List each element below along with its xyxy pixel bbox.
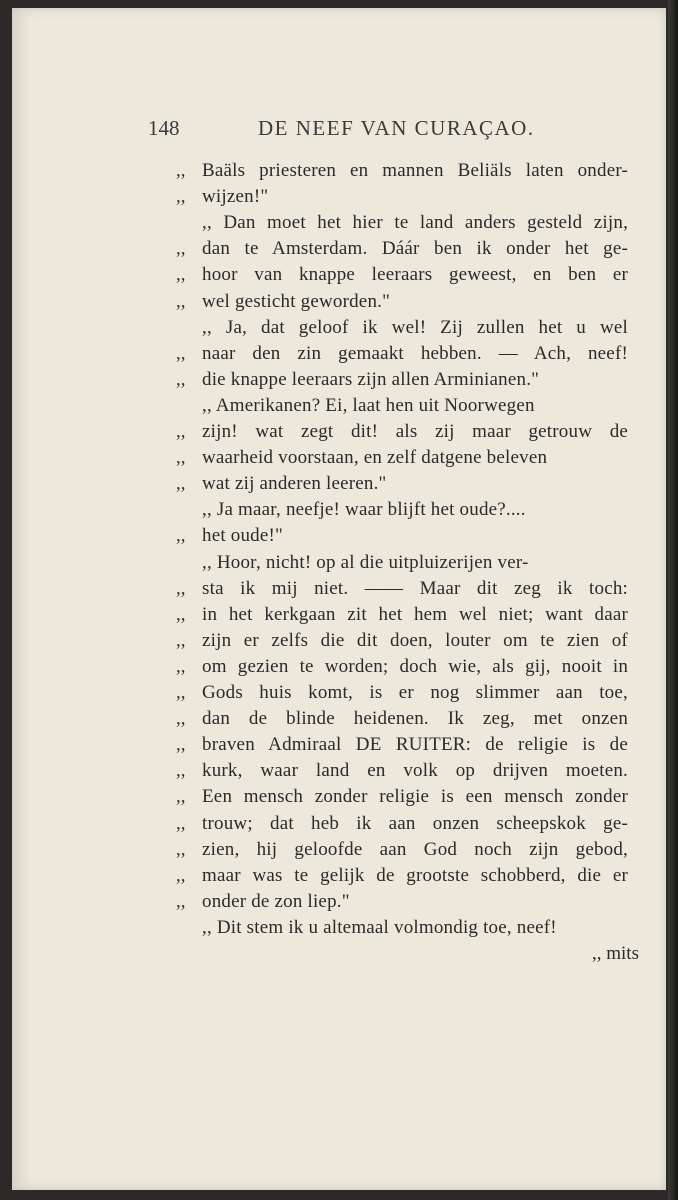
text-line	[176, 393, 535, 419]
line-text: wijzen!"	[202, 186, 269, 208]
line-text: braven Admiraal DE RUITER: de religie is de	[202, 734, 628, 756]
text-line	[176, 497, 526, 523]
text-line	[176, 811, 628, 837]
line-text: naar den zin gemaakt hebben. — Ach, neef!	[202, 342, 628, 364]
text-line	[176, 236, 628, 262]
text-line	[176, 889, 350, 915]
quote-mark: ,,	[176, 786, 186, 808]
text-line	[176, 315, 628, 341]
quote-mark: ,,	[176, 708, 186, 730]
line-text: dan te Amsterdam. Dáár ben ik onder het ge-	[202, 238, 629, 260]
line-text: ,, Hoor, nicht! op al die uitpluizerijen ver-	[202, 551, 529, 573]
text-line	[176, 341, 628, 367]
text-line	[176, 445, 547, 471]
line-text: maar was te gelijk de grootste schobberd, die er	[202, 864, 628, 886]
quote-mark: ,,	[176, 447, 186, 469]
quote-mark: ,,	[176, 760, 186, 782]
quote-mark: ,,	[176, 812, 186, 834]
quote-mark: ,,	[176, 473, 186, 495]
running-title: DE NEEF VAN CURAÇAO.	[258, 116, 535, 140]
text-line	[176, 289, 390, 315]
quote-mark: ,,	[176, 342, 186, 364]
line-text: hoor van knappe leeraars geweest, en ben er	[202, 264, 629, 286]
text-line	[176, 784, 628, 810]
line-text: Baäls priesteren en mannen Beliäls laten onder-	[202, 160, 628, 181]
line-text: sta ik mij niet. —— Maar dit zeg ik toch:	[202, 577, 629, 599]
text-line	[176, 210, 628, 236]
quote-mark: ,,	[176, 186, 186, 208]
text-line	[176, 758, 628, 784]
line-text: zijn! wat zegt dit! als zij maar getrouw de	[202, 421, 629, 442]
line-text: om gezien te worden; doch wie, als gij, nooit in	[202, 655, 629, 677]
line-text: kurk, waar land en volk op drijven moeten.	[202, 760, 629, 782]
quote-mark: ,,	[176, 655, 186, 677]
text-line	[176, 419, 628, 445]
text-line	[176, 602, 628, 628]
text-line	[176, 471, 387, 497]
page-edge	[668, 0, 678, 1200]
text-line	[176, 367, 539, 393]
quote-mark: ,,	[176, 682, 186, 703]
line-text: wat zij anderen leeren."	[202, 473, 387, 495]
line-text: trouw; dat heb ik aan onzen scheepskok ge-	[202, 812, 629, 834]
line-text: ,, Dit stem ik u altemaal volmondig toe, neef!	[202, 916, 557, 938]
line-text: ,, Dan moet het hier te land anders gesteld zijn,	[202, 212, 629, 234]
quote-mark: ,,	[176, 603, 186, 625]
quote-mark: ,,	[176, 838, 186, 860]
quote-mark: ,,	[176, 629, 186, 651]
text-line	[176, 576, 628, 602]
line-text: die knappe leeraars zijn allen Arminianen."	[202, 368, 540, 390]
line-text: wel gesticht geworden."	[202, 290, 391, 312]
catchword: ,, mits	[592, 943, 639, 964]
quote-mark: ,,	[176, 368, 186, 390]
text-line	[176, 550, 529, 576]
page-number: 148	[148, 116, 180, 140]
quote-mark: ,,	[176, 160, 186, 181]
line-text: in het kerkgaan zit het hem wel niet; want daar	[202, 603, 628, 625]
text-line	[176, 654, 628, 680]
line-text: onder de zon liep."	[202, 890, 350, 912]
quote-mark: ,,	[176, 421, 186, 442]
line-text: het oude!"	[202, 525, 283, 547]
text-line	[176, 837, 628, 863]
quote-mark: ,,	[176, 264, 186, 286]
quote-mark: ,,	[176, 734, 186, 756]
line-text: zien, hij geloofde aan God noch zijn gebod,	[202, 838, 629, 860]
line-text: ,, Ja, dat geloof ik wel! Zij zullen het u wel	[202, 316, 628, 338]
text-line	[176, 732, 628, 758]
text-line	[176, 915, 557, 941]
quote-mark: ,,	[176, 238, 186, 260]
quote-mark: ,,	[176, 290, 186, 312]
quote-mark: ,,	[176, 890, 186, 912]
line-text: waarheid voorstaan, en zelf datgene beleven	[202, 447, 548, 469]
line-text: dan de blinde heidenen. Ik zeg, met onzen	[202, 708, 629, 730]
running-head	[148, 114, 548, 144]
text-line	[176, 184, 268, 210]
text-line	[176, 628, 628, 654]
line-text: zijn er zelfs die dit doen, louter om te zien of	[202, 629, 628, 651]
quote-mark: ,,	[176, 577, 186, 599]
line-text: Gods huis komt, is er nog slimmer aan toe,	[202, 682, 628, 703]
quote-mark: ,,	[176, 525, 186, 547]
text-line	[176, 680, 628, 706]
line-text: Een mensch zonder religie is een mensch zonder	[202, 786, 628, 808]
text-line	[176, 706, 628, 732]
quote-mark: ,,	[176, 864, 186, 886]
text-line	[176, 863, 628, 889]
text-line	[176, 158, 628, 184]
text-line	[176, 523, 283, 549]
line-text: ,, Ja maar, neefje! waar blijft het oude?....	[202, 499, 526, 521]
line-text: ,, Amerikanen? Ei, laat hen uit Noorwegen	[202, 394, 535, 416]
text-line	[176, 262, 628, 288]
